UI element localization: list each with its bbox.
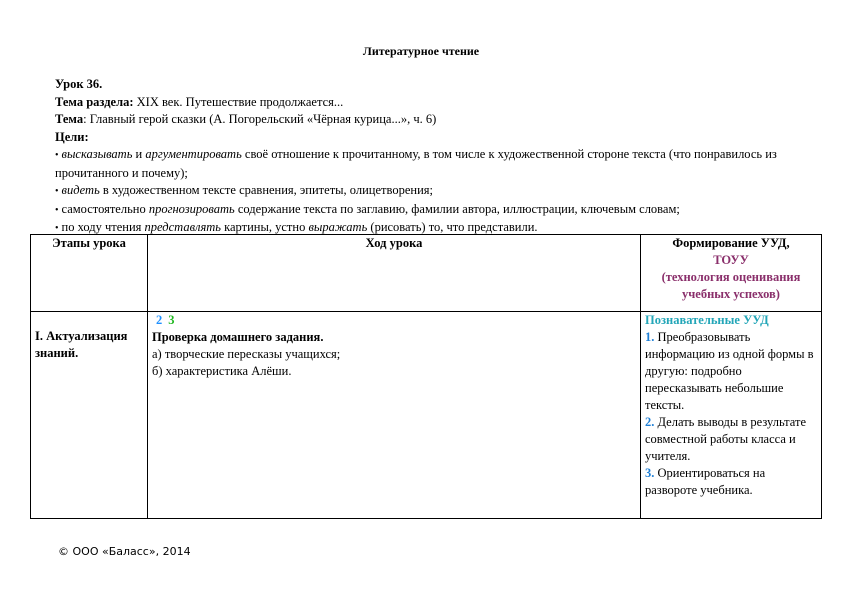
- goal-item: • высказывать и аргументировать своё отношение к прочитанному, в том числе к художественной стороне текста (что понравилось из прочитанного и почему);: [55, 146, 815, 182]
- topic-label: Тема: [55, 112, 84, 126]
- header-uud: Формирование УУД, ТОУУ (технология оценивания учебных успехов): [641, 235, 822, 312]
- lesson-number: Урок 36.: [55, 77, 103, 91]
- goal-item: • самостоятельно прогнозировать содержание текста по заглавию, фамилии автора, иллюстрации, ключевым словам;: [55, 201, 815, 220]
- task-item: а) творческие пересказы учащихся;: [152, 347, 341, 361]
- topic-value: : Главный герой сказки (А. Погорельский «Чёрная курица...», ч. 6): [83, 112, 437, 126]
- uud-item: 2. Делать выводы в результате совместной работы класса и учителя.: [645, 415, 807, 463]
- goals-label: Цели:: [55, 129, 89, 144]
- stage-cell: I. Актуализация знаний.: [31, 312, 148, 519]
- header-lesson-flow: Ход урока: [148, 235, 641, 312]
- topic-line: [55, 111, 815, 129]
- lesson-flow-cell: [148, 312, 641, 519]
- copyright-footer: © ООО «Баласс», 2014: [58, 545, 191, 558]
- slide-numbers: 2 3: [156, 313, 175, 327]
- task-title: Проверка домашнего задания.: [152, 330, 324, 344]
- goal-item: • по ходу чтения представлять картины, устно выражать (рисовать) то, что представили.: [55, 219, 815, 238]
- section-value: XIX век. Путешествие продолжается...: [133, 94, 344, 109]
- lesson-table: [30, 234, 822, 519]
- uud-cell: [641, 312, 822, 519]
- section-label: Тема раздела:: [55, 94, 134, 109]
- table-row: [31, 312, 822, 519]
- uud-title: Познавательные УУД: [645, 313, 769, 327]
- lesson-header: [55, 76, 815, 238]
- table-header-row: [31, 235, 822, 312]
- goal-item: • видеть в художественном тексте сравнения, эпитеты, олицетворения;: [55, 182, 815, 201]
- document-title: Литературное чтение: [362, 44, 480, 58]
- uud-item: 1. Преобразовывать информацию из одной формы в другую: подробно пересказывать небольшие тексты.: [645, 330, 814, 412]
- task-item: б) характеристика Алёши.: [152, 364, 292, 378]
- uud-item: 3. Ориентироваться на развороте учебника.: [645, 466, 766, 497]
- section-line: [55, 94, 815, 112]
- header-stages: Этапы урока: [31, 235, 148, 312]
